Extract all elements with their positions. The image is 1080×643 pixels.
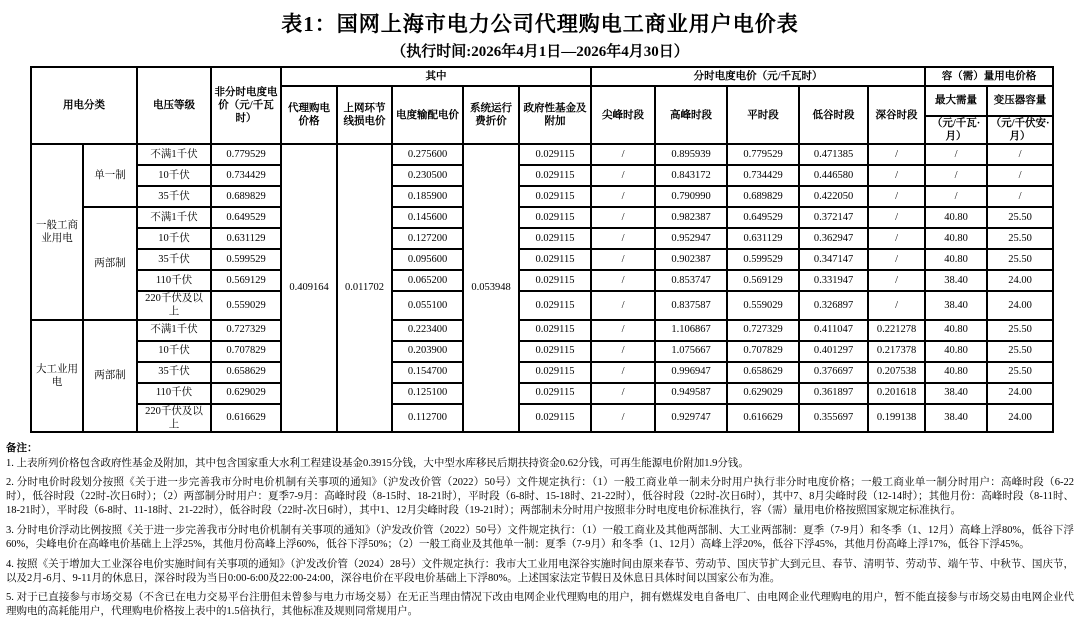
table-row: [31, 249, 1053, 270]
cell-peak-price: 0.790990: [655, 186, 727, 207]
cell-sharp-peak-price: /: [591, 186, 655, 207]
cell-non-tou-price: 0.649529: [211, 207, 281, 228]
cell-voltage: 不满1千伏: [137, 320, 211, 341]
cell-non-tou-price: 0.569129: [211, 270, 281, 291]
cell-non-tou-price: 0.631129: [211, 228, 281, 249]
cell-transmission-price: 0.230500: [392, 165, 463, 186]
cell-flat-price: 0.689829: [727, 186, 799, 207]
cell-transformer-capacity: 25.50: [987, 249, 1053, 270]
cell-deep-valley-price: 0.207538: [868, 362, 925, 383]
table-row: [31, 270, 1053, 291]
table-row: [31, 320, 1053, 341]
cell-deep-valley-price: /: [868, 144, 925, 165]
cell-transformer-capacity: 25.50: [987, 362, 1053, 383]
cell-peak-price: 0.902387: [655, 249, 727, 270]
price-table: [30, 66, 1054, 433]
cell-gov-fund: 0.029115: [519, 341, 591, 362]
cell-voltage: 35千伏: [137, 362, 211, 383]
cell-max-demand: 40.80: [925, 228, 987, 249]
cell-voltage: 不满1千伏: [137, 144, 211, 165]
table-row: [31, 383, 1053, 404]
cell-sharp-peak-price: /: [591, 383, 655, 404]
cell-peak-price: 0.952947: [655, 228, 727, 249]
cell-gov-fund: 0.029115: [519, 320, 591, 341]
cell-sharp-peak-price: /: [591, 165, 655, 186]
cell-peak-price: 0.929747: [655, 404, 727, 432]
header-valley: 低谷时段: [799, 86, 868, 144]
cell-gov-fund: 0.029115: [519, 228, 591, 249]
cell-gov-fund: 0.029115: [519, 270, 591, 291]
cell-voltage: 不满1千伏: [137, 207, 211, 228]
cell-sharp-peak-price: /: [591, 207, 655, 228]
header-voltage-level: 电压等级: [137, 67, 211, 144]
cell-sharp-peak-price: /: [591, 404, 655, 432]
header-transformer-capacity: 变压器容量: [987, 86, 1053, 116]
header-max-demand: 最大需量: [925, 86, 987, 116]
cell-valley-price: 0.411047: [799, 320, 868, 341]
cell-system-single: 单一制: [83, 144, 137, 207]
cell-sharp-peak-price: /: [591, 270, 655, 291]
cell-valley-price: 0.376697: [799, 362, 868, 383]
cell-valley-price: 0.326897: [799, 291, 868, 319]
cell-gov-fund: 0.029115: [519, 404, 591, 432]
cell-voltage: 10千伏: [137, 165, 211, 186]
cell-transmission-price: 0.275600: [392, 144, 463, 165]
header-transmission-price: 电度输配电价: [392, 86, 463, 144]
cell-non-tou-price: 0.707829: [211, 341, 281, 362]
cell-valley-price: 0.362947: [799, 228, 868, 249]
cell-non-tou-price: 0.689829: [211, 186, 281, 207]
cell-transformer-capacity: 25.50: [987, 207, 1053, 228]
cell-peak-price: 0.996947: [655, 362, 727, 383]
table-row: [31, 228, 1053, 249]
cell-deep-valley-price: /: [868, 228, 925, 249]
cell-flat-price: 0.569129: [727, 270, 799, 291]
table-row: [31, 291, 1053, 319]
cell-deep-valley-price: /: [868, 270, 925, 291]
cell-max-demand: 38.40: [925, 383, 987, 404]
cell-valley-price: 0.422050: [799, 186, 868, 207]
cell-max-demand: 40.80: [925, 362, 987, 383]
header-capacity-price-group: 容（需）量用电价格: [925, 67, 1053, 86]
cell-flat-price: 0.707829: [727, 341, 799, 362]
table-row: [31, 207, 1053, 228]
cell-transmission-price: 0.145600: [392, 207, 463, 228]
cell-max-demand: 40.80: [925, 320, 987, 341]
cell-max-demand: 40.80: [925, 249, 987, 270]
cell-transmission-price: 0.185900: [392, 186, 463, 207]
cell-transformer-capacity: 25.50: [987, 320, 1053, 341]
cell-flat-price: 0.631129: [727, 228, 799, 249]
header-agent-purchase-price: 代理购电价格: [281, 86, 337, 144]
cell-transformer-capacity: 24.00: [987, 404, 1053, 432]
cell-transmission-price: 0.095600: [392, 249, 463, 270]
header-max-demand-unit: （元/千瓦·月）: [925, 116, 987, 144]
cell-system-two-part: 两部制: [83, 320, 137, 432]
table-row: [31, 186, 1053, 207]
cell-valley-price: 0.471385: [799, 144, 868, 165]
cell-transmission-price: 0.055100: [392, 291, 463, 319]
cell-system-two-part: 两部制: [83, 207, 137, 319]
cell-deep-valley-price: 0.221278: [868, 320, 925, 341]
cell-flat-price: 0.559029: [727, 291, 799, 319]
cell-system-operation-fee: 0.053948: [463, 144, 519, 432]
cell-gov-fund: 0.029115: [519, 291, 591, 319]
cell-deep-valley-price: /: [868, 165, 925, 186]
cell-transformer-capacity: /: [987, 186, 1053, 207]
cell-transmission-price: 0.127200: [392, 228, 463, 249]
cell-voltage: 35千伏: [137, 186, 211, 207]
cell-non-tou-price: 0.559029: [211, 291, 281, 319]
cell-deep-valley-price: /: [868, 207, 925, 228]
cell-transformer-capacity: 24.00: [987, 291, 1053, 319]
cell-flat-price: 0.599529: [727, 249, 799, 270]
notes-section: [6, 442, 1074, 619]
cell-non-tou-price: 0.658629: [211, 362, 281, 383]
cell-voltage: 35千伏: [137, 249, 211, 270]
cell-valley-price: 0.446580: [799, 165, 868, 186]
cell-deep-valley-price: /: [868, 186, 925, 207]
header-tou-price-group: 分时电度电价（元/千瓦时）: [591, 67, 925, 86]
note-item-3: 3. 分时电价浮动比例按照《关于进一步完善我市分时电价机制有关事项的通知》（沪发改价管（2022）50号）文件规定执行：（1）一般工商业及其他两部制、大工业两部制：夏季（7-9月）和冬季（1、12月）高峰上浮80%，低谷下浮60%，尖峰电价在高峰电价基础上上浮25%，其他月份高峰上浮60%，低谷下浮50%；（2）一般工商业及其他单一制：夏季（7-9月）和冬季（1、12月）高峰上浮20%，低谷下浮45%，其他月份高峰上浮17%，低谷下浮45%。: [6, 525, 1074, 550]
cell-transmission-price: 0.112700: [392, 404, 463, 432]
header-grid-line-loss-price: 上网环节线损电价: [337, 86, 392, 144]
cell-max-demand: /: [925, 144, 987, 165]
cell-sharp-peak-price: /: [591, 362, 655, 383]
header-peak: 高峰时段: [655, 86, 727, 144]
cell-voltage: 220千伏及以上: [137, 404, 211, 432]
cell-flat-price: 0.658629: [727, 362, 799, 383]
cell-usage-class-general: 一般工商业用电: [31, 144, 83, 319]
cell-non-tou-price: 0.734429: [211, 165, 281, 186]
cell-sharp-peak-price: /: [591, 228, 655, 249]
table-row: [31, 165, 1053, 186]
execution-period: （执行时间:2026年4月1日—2026年4月30日）: [391, 44, 689, 60]
header-gov-fund-surcharge: 政府性基金及附加: [519, 86, 591, 144]
cell-max-demand: /: [925, 186, 987, 207]
cell-non-tou-price: 0.779529: [211, 144, 281, 165]
cell-transformer-capacity: 24.00: [987, 383, 1053, 404]
header-sharp-peak: 尖峰时段: [591, 86, 655, 144]
header-flat: 平时段: [727, 86, 799, 144]
cell-sharp-peak-price: /: [591, 249, 655, 270]
table-row: [31, 341, 1053, 362]
header-non-tou-price: 非分时电度电价（元/千瓦时）: [211, 67, 281, 144]
cell-transformer-capacity: 25.50: [987, 341, 1053, 362]
cell-valley-price: 0.331947: [799, 270, 868, 291]
cell-flat-price: 0.629029: [727, 383, 799, 404]
table-row: [31, 404, 1053, 432]
cell-usage-class-large-industry: 大工业用电: [31, 320, 83, 432]
cell-valley-price: 0.355697: [799, 404, 868, 432]
table-row: [31, 362, 1053, 383]
cell-transmission-price: 0.223400: [392, 320, 463, 341]
cell-peak-price: 0.837587: [655, 291, 727, 319]
cell-agent-purchase-price: 0.409164: [281, 144, 337, 432]
cell-non-tou-price: 0.629029: [211, 383, 281, 404]
cell-sharp-peak-price: /: [591, 320, 655, 341]
header-system-operation-fee: 系统运行费折价: [463, 86, 519, 144]
page-title: 表1：国网上海市电力公司代理购电工商业用户电价表: [281, 12, 799, 36]
cell-max-demand: /: [925, 165, 987, 186]
note-item-1: 1. 上表所列价格包含政府性基金及附加，其中包含国家重大水利工程建设基金0.3915分钱，大中型水库移民后期扶持资金0.62分钱，可再生能源电价附加1.9分钱。: [6, 457, 749, 469]
header-usage-class: 用电分类: [31, 67, 137, 144]
cell-peak-price: 0.853747: [655, 270, 727, 291]
cell-max-demand: 40.80: [925, 207, 987, 228]
notes-label: 备注：: [6, 442, 38, 454]
cell-voltage: 10千伏: [137, 228, 211, 249]
note-item-4: 4. 按照《关于增加大工业深谷电价实施时间有关事项的通知》（沪发改价管（2024）28号）文件规定执行：我市大工业用电深谷实施时间由原来春节、劳动节、国庆节扩大到元旦、春节、清明节、劳动节、端午节、中秋节、国庆节，以及2月-6月、9-11月的休息日，深谷时段为当日0:00-6:00及22:00-24:00，深谷电价在平段电价基础上下浮80%。上述国家法定节假日及休息日具体时间以国家公布为准。: [6, 558, 1074, 584]
cell-sharp-peak-price: /: [591, 291, 655, 319]
cell-transformer-capacity: /: [987, 165, 1053, 186]
cell-non-tou-price: 0.616629: [211, 404, 281, 432]
cell-peak-price: 0.895939: [655, 144, 727, 165]
cell-voltage: 220千伏及以上: [137, 291, 211, 319]
cell-flat-price: 0.616629: [727, 404, 799, 432]
cell-peak-price: 0.982387: [655, 207, 727, 228]
cell-sharp-peak-price: /: [591, 341, 655, 362]
cell-deep-valley-price: 0.201618: [868, 383, 925, 404]
cell-transformer-capacity: 25.50: [987, 228, 1053, 249]
note-item-2: 2. 分时电价时段划分按照《关于进一步完善我市分时电价机制有关事项的通知》（沪发改价管（2022）50号）文件规定执行：（1）一般工商业单一制未分时用户执行非分时电度价格；一般工商业单一制分时用户：高峰时段（6-22时），低谷时段（22时-次日6时）；（2）两部制分时用户：夏季7-9月：高峰时段（8-15时、18-21时），平时段（6-8时、15-18时、21-22时），低谷时段（22时-次日6时），其中7、8月尖峰时段（12-14时）；其他月份：高峰时段（8-11时、18-21时），平时段（6-8时、11-18时、21-22时），低谷时段（22时-次日6时），其中1、12月尖峰时段（19-21时）；两部制未分时用户按照非分时电度电价标准执行，容（需）量用电价格按照国家规定标准执行。: [6, 477, 1074, 517]
cell-gov-fund: 0.029115: [519, 249, 591, 270]
header-transformer-capacity-unit: （元/千伏安·月）: [987, 116, 1053, 144]
cell-deep-valley-price: 0.217378: [868, 341, 925, 362]
cell-gov-fund: 0.029115: [519, 383, 591, 404]
cell-transmission-price: 0.065200: [392, 270, 463, 291]
cell-flat-price: 0.727329: [727, 320, 799, 341]
note-item-5: 5. 对于已直接参与市场交易（不含已在电力交易平台注册但未曾参与电力市场交易）在无正当理由情况下改由电网企业代理购电的用户，拥有燃煤发电自备电厂、由电网企业代理购电的用户，暂不能直接参与市场交易由电网企业代理购电的高耗能用户，代理购电价格按上表中的1.5倍执行，其他标准及规则同常规用户。: [6, 592, 1074, 618]
cell-non-tou-price: 0.727329: [211, 320, 281, 341]
cell-max-demand: 38.40: [925, 270, 987, 291]
cell-peak-price: 1.106867: [655, 320, 727, 341]
cell-peak-price: 1.075667: [655, 341, 727, 362]
cell-deep-valley-price: /: [868, 291, 925, 319]
cell-non-tou-price: 0.599529: [211, 249, 281, 270]
cell-transformer-capacity: 24.00: [987, 270, 1053, 291]
cell-max-demand: 40.80: [925, 341, 987, 362]
cell-flat-price: 0.649529: [727, 207, 799, 228]
cell-transformer-capacity: /: [987, 144, 1053, 165]
cell-peak-price: 0.949587: [655, 383, 727, 404]
cell-flat-price: 0.734429: [727, 165, 799, 186]
cell-valley-price: 0.347147: [799, 249, 868, 270]
cell-voltage: 110千伏: [137, 383, 211, 404]
header-among-which: 其中: [281, 67, 591, 86]
cell-deep-valley-price: /: [868, 249, 925, 270]
cell-transmission-price: 0.125100: [392, 383, 463, 404]
cell-valley-price: 0.401297: [799, 341, 868, 362]
cell-transmission-price: 0.154700: [392, 362, 463, 383]
cell-valley-price: 0.361897: [799, 383, 868, 404]
cell-voltage: 110千伏: [137, 270, 211, 291]
cell-gov-fund: 0.029115: [519, 144, 591, 165]
cell-gov-fund: 0.029115: [519, 186, 591, 207]
cell-gov-fund: 0.029115: [519, 207, 591, 228]
cell-voltage: 10千伏: [137, 341, 211, 362]
cell-valley-price: 0.372147: [799, 207, 868, 228]
cell-flat-price: 0.779529: [727, 144, 799, 165]
cell-deep-valley-price: 0.199138: [868, 404, 925, 432]
header-row-groups: [31, 67, 1053, 86]
cell-sharp-peak-price: /: [591, 144, 655, 165]
cell-grid-line-loss-price: 0.011702: [337, 144, 392, 432]
cell-max-demand: 38.40: [925, 404, 987, 432]
table-row: [31, 144, 1053, 165]
cell-gov-fund: 0.029115: [519, 165, 591, 186]
cell-peak-price: 0.843172: [655, 165, 727, 186]
header-deep-valley: 深谷时段: [868, 86, 925, 144]
cell-gov-fund: 0.029115: [519, 362, 591, 383]
cell-transmission-price: 0.203900: [392, 341, 463, 362]
cell-max-demand: 38.40: [925, 291, 987, 319]
